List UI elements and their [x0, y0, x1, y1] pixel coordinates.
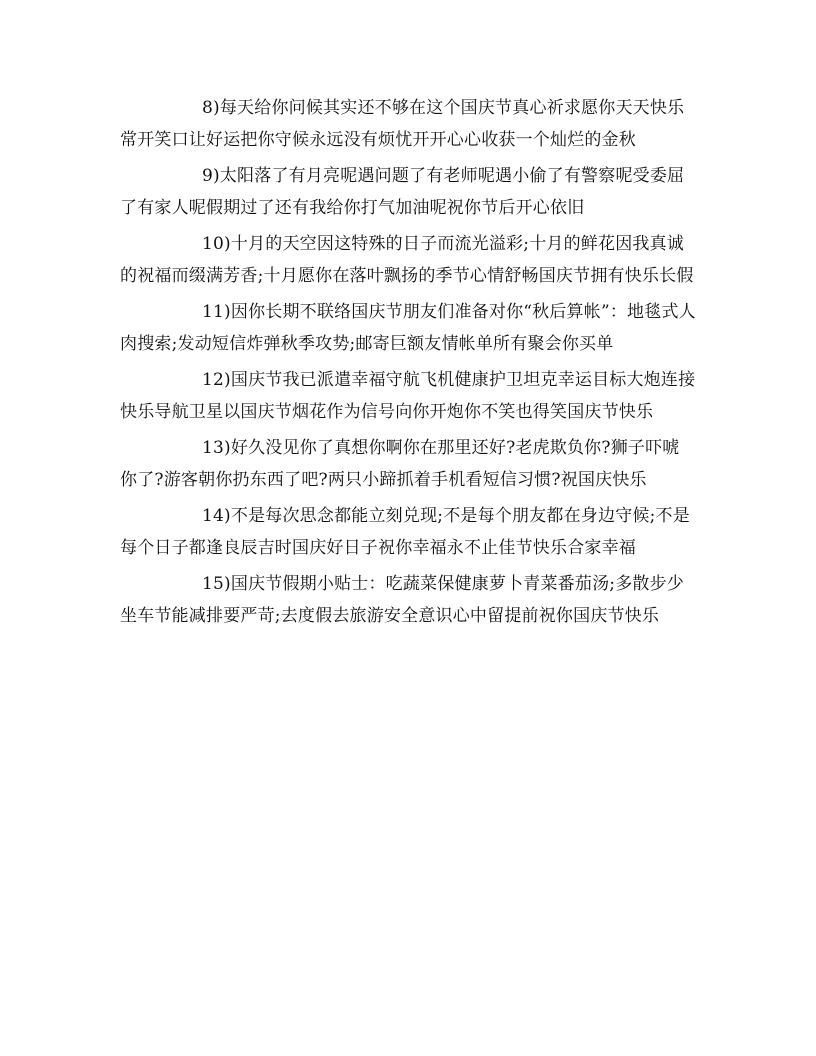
document-body [120, 92, 696, 636]
paragraph-11: 11)因你长期不联络国庆节朋友们准备对你“秋后算帐”：地毯式人肉搜索;发动短信炸弹秋季攻势;邮寄巨额友情帐单所有聚会你买单 [120, 302, 696, 354]
paragraph-15: 15)国庆节假期小贴士：吃蔬菜保健康萝卜青菜番茄汤;多散步少坐车节能减排要严苛;去度假去旅游安全意识心中留提前祝你国庆节快乐 [120, 574, 684, 626]
paragraph-13: 13)好久没见你了真想你啊你在那里还好?老虎欺负你?狮子吓唬你了?游客朝你扔东西了吧?两只小蹄抓着手机看短信习惯?祝国庆快乐 [120, 438, 680, 490]
paragraph-8: 8)每天给你问候其实还不够在这个国庆节真心祈求愿你天天快乐常开笑口让好运把你守候永远没有烦忧开开心心收获一个灿烂的金秋 [120, 98, 685, 150]
paragraph-9: 9)太阳落了有月亮呢遇问题了有老师呢遇小偷了有警察呢受委屈了有家人呢假期过了还有我给你打气加油呢祝你节后开心依旧 [120, 166, 685, 218]
paragraph-10: 10)十月的天空因这特殊的日子而流光溢彩;十月的鲜花因我真诚的祝福而缀满芳香;十月愿你在落叶飘扬的季节心情舒畅国庆节拥有快乐长假 [120, 234, 694, 286]
paragraph-12: 12)国庆节我已派遣幸福守航飞机健康护卫坦克幸运目标大炮连接快乐导航卫星以国庆节烟花作为信号向你开炮你不笑也得笑国庆节快乐 [120, 370, 696, 422]
paragraph-14: 14)不是每次思念都能立刻兑现;不是每个朋友都在身边守候;不是每个日子都逢良辰吉时国庆好日子祝你幸福永不止佳节快乐合家幸福 [120, 506, 690, 558]
